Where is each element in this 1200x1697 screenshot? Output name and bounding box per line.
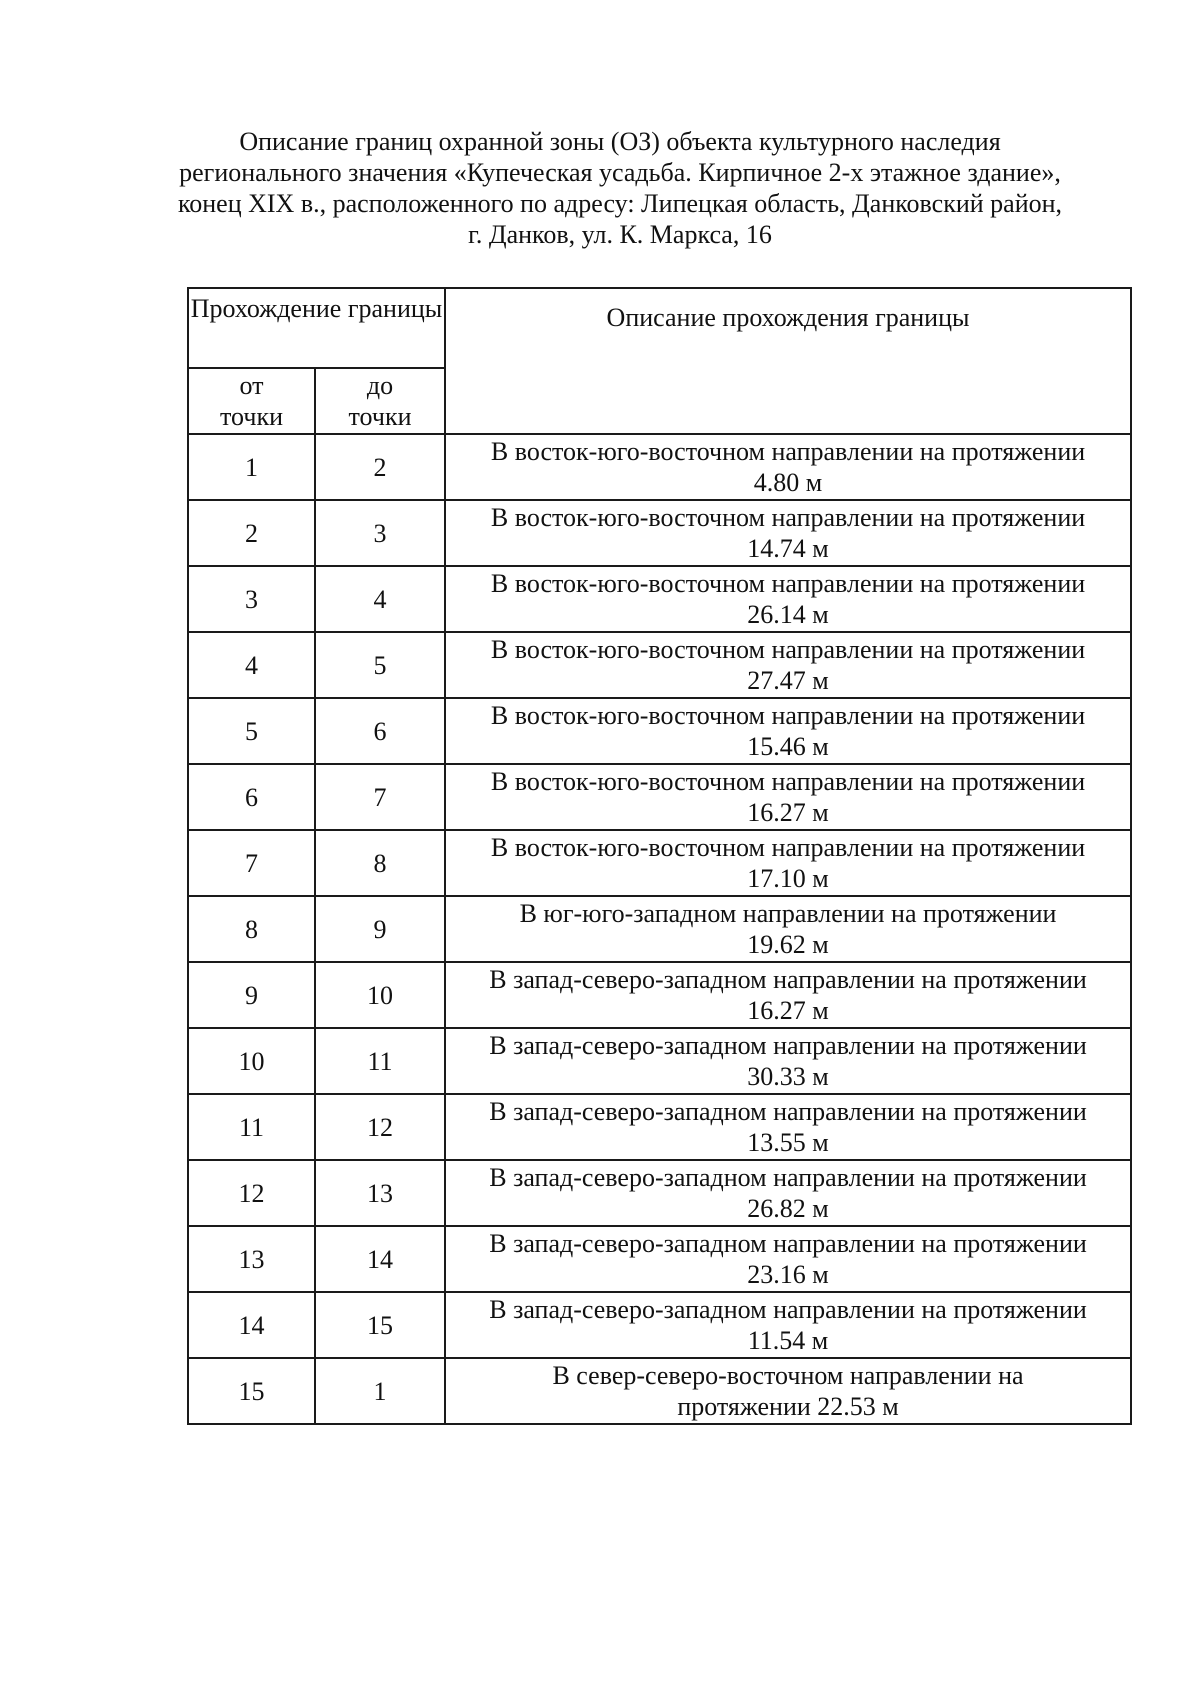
description-line: В запад-северо-западном направлении на протяжении <box>489 1031 1087 1060</box>
description-line: 19.62 м <box>747 930 829 959</box>
from-point-cell: 2 <box>188 500 315 566</box>
description-cell <box>445 764 1131 830</box>
table-row <box>188 698 1131 764</box>
description-cell <box>445 500 1131 566</box>
to-point-cell: 1 <box>315 1358 445 1424</box>
description-cell <box>445 1292 1131 1358</box>
from-point-cell: 15 <box>188 1358 315 1424</box>
description-cell <box>445 830 1131 896</box>
to-point-cell: 12 <box>315 1094 445 1160</box>
description-line: протяжении 22.53 м <box>677 1392 899 1421</box>
header-to-line: до <box>366 371 394 400</box>
header-to-point <box>315 368 445 434</box>
header-to-line: точки <box>348 402 412 431</box>
from-point-cell: 8 <box>188 896 315 962</box>
title-line: конец XIX в., расположенного по адресу: Липецкая область, Данковский район, <box>177 189 1063 218</box>
description-line: 27.47 м <box>747 666 829 695</box>
title-line: г. Данков, ул. К. Маркса, 16 <box>468 220 772 249</box>
description-line: 11.54 м <box>747 1326 829 1355</box>
description-line: 26.14 м <box>747 600 829 629</box>
description-line: В юг-юго-западном направлении на протяжении <box>519 899 1057 928</box>
to-point-cell: 3 <box>315 500 445 566</box>
from-point-cell: 4 <box>188 632 315 698</box>
description-line: В запад-северо-западном направлении на протяжении <box>489 1295 1087 1324</box>
table-row <box>188 434 1131 500</box>
description-line: В восток-юго-восточном направлении на протяжении <box>490 635 1086 664</box>
description-line: 16.27 м <box>747 996 829 1025</box>
from-point-cell: 3 <box>188 566 315 632</box>
table-row <box>188 566 1131 632</box>
from-point-cell: 7 <box>188 830 315 896</box>
description-line: В север-северо-восточном направлении на <box>552 1361 1024 1390</box>
table-row <box>188 1094 1131 1160</box>
description-line: В восток-юго-восточном направлении на протяжении <box>490 503 1086 532</box>
description-cell <box>445 1160 1131 1226</box>
to-point-cell: 6 <box>315 698 445 764</box>
table-row <box>188 1226 1131 1292</box>
table-row <box>188 962 1131 1028</box>
to-point-cell: 14 <box>315 1226 445 1292</box>
document-title <box>150 126 1090 250</box>
to-point-cell: 10 <box>315 962 445 1028</box>
header-from-line: точки <box>220 402 283 431</box>
header-description: Описание прохождения границы <box>445 288 1131 434</box>
table-row <box>188 1028 1131 1094</box>
description-line: 4.80 м <box>753 468 823 497</box>
description-cell <box>445 1028 1131 1094</box>
table-row <box>188 1160 1131 1226</box>
description-line: 23.16 м <box>747 1260 829 1289</box>
boundary-table <box>187 287 1132 1425</box>
description-line: В восток-юго-восточном направлении на протяжении <box>490 767 1086 796</box>
to-point-cell: 7 <box>315 764 445 830</box>
description-line: В восток-юго-восточном направлении на протяжении <box>490 701 1086 730</box>
description-line: В запад-северо-западном направлении на протяжении <box>489 1097 1087 1126</box>
from-point-cell: 11 <box>188 1094 315 1160</box>
table-row <box>188 830 1131 896</box>
description-cell <box>445 896 1131 962</box>
description-line: В запад-северо-западном направлении на протяжении <box>489 1229 1087 1258</box>
from-point-cell: 13 <box>188 1226 315 1292</box>
description-line: 15.46 м <box>747 732 829 761</box>
title-line: Описание границ охранной зоны (ОЗ) объекта культурного наследия <box>239 127 1001 156</box>
to-point-cell: 13 <box>315 1160 445 1226</box>
description-line: 26.82 м <box>747 1194 829 1223</box>
table-row <box>188 632 1131 698</box>
description-cell <box>445 632 1131 698</box>
from-point-cell: 6 <box>188 764 315 830</box>
header-boundary-passage: Прохождение границы <box>188 288 445 368</box>
description-line: В восток-юго-восточном направлении на протяжении <box>490 833 1086 862</box>
to-point-cell: 2 <box>315 434 445 500</box>
from-point-cell: 12 <box>188 1160 315 1226</box>
description-line: В запад-северо-западном направлении на протяжении <box>489 965 1087 994</box>
description-cell <box>445 1094 1131 1160</box>
description-cell <box>445 698 1131 764</box>
description-line: В восток-юго-восточном направлении на протяжении <box>490 437 1086 466</box>
description-cell <box>445 434 1131 500</box>
from-point-cell: 5 <box>188 698 315 764</box>
table-row <box>188 500 1131 566</box>
description-line: В восток-юго-восточном направлении на протяжении <box>490 569 1086 598</box>
description-cell <box>445 962 1131 1028</box>
table-body <box>188 434 1131 1424</box>
to-point-cell: 15 <box>315 1292 445 1358</box>
table-row <box>188 1358 1131 1424</box>
table-row <box>188 1292 1131 1358</box>
description-line: 13.55 м <box>747 1128 829 1157</box>
description-cell <box>445 566 1131 632</box>
description-line: 30.33 м <box>747 1062 829 1091</box>
from-point-cell: 14 <box>188 1292 315 1358</box>
table-header <box>188 288 1131 434</box>
header-from-line: от <box>239 371 264 400</box>
description-cell <box>445 1226 1131 1292</box>
description-line: В запад-северо-западном направлении на протяжении <box>489 1163 1087 1192</box>
table-row <box>188 764 1131 830</box>
to-point-cell: 8 <box>315 830 445 896</box>
from-point-cell: 10 <box>188 1028 315 1094</box>
description-line: 14.74 м <box>747 534 829 563</box>
from-point-cell: 9 <box>188 962 315 1028</box>
header-from-point <box>188 368 315 434</box>
description-line: 16.27 м <box>747 798 829 827</box>
from-point-cell: 1 <box>188 434 315 500</box>
to-point-cell: 5 <box>315 632 445 698</box>
description-line: 17.10 м <box>747 864 829 893</box>
to-point-cell: 11 <box>315 1028 445 1094</box>
description-cell <box>445 1358 1131 1424</box>
to-point-cell: 4 <box>315 566 445 632</box>
to-point-cell: 9 <box>315 896 445 962</box>
table-row <box>188 896 1131 962</box>
title-line: регионального значения «Купеческая усадьба. Кирпичное 2-х этажное здание», <box>179 158 1061 187</box>
